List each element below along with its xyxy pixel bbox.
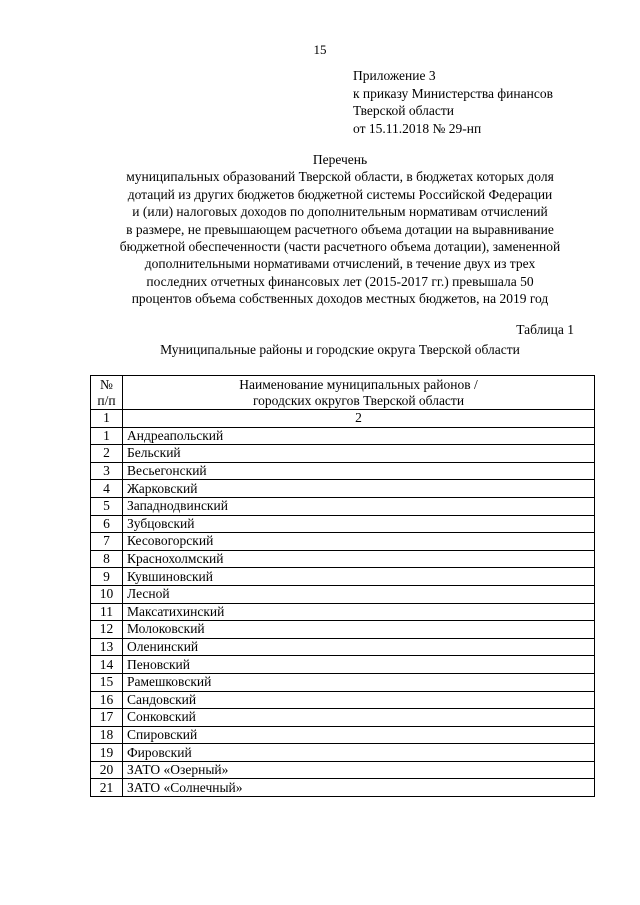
column-index-cell: 2 bbox=[123, 410, 595, 428]
row-name-cell: ЗАТО «Озерный» bbox=[123, 761, 595, 779]
document-heading bbox=[40, 151, 640, 308]
row-number-cell: 9 bbox=[91, 568, 123, 586]
heading-line: последних отчетных финансовых лет (2015-2017 гг.) превышала 50 bbox=[146, 273, 534, 289]
heading-line: муниципальных образований Тверской области, в бюджетах которых доля bbox=[126, 169, 554, 185]
heading-title: Перечень bbox=[312, 152, 368, 167]
row-number-cell: 8 bbox=[91, 550, 123, 568]
row-number-cell: 15 bbox=[91, 673, 123, 691]
column-index-row bbox=[91, 410, 595, 428]
row-number-cell: 17 bbox=[91, 709, 123, 727]
heading-line: дотаций из других бюджетов бюджетной системы Российской Федерации bbox=[127, 186, 553, 202]
row-number-cell: 1 bbox=[91, 427, 123, 445]
heading-line: и (или) налоговых доходов по дополнительным нормативам отчислений bbox=[132, 204, 548, 220]
row-number-cell: 19 bbox=[91, 744, 123, 762]
row-number-cell: 11 bbox=[91, 603, 123, 621]
row-name-cell: Сандовский bbox=[123, 691, 595, 709]
header-num-line1: № bbox=[100, 377, 113, 392]
header-num-cell bbox=[91, 376, 123, 410]
heading-line: процентов объема собственных доходов местных бюджетов, на 2019 год bbox=[131, 291, 549, 307]
row-name-cell: Фировский bbox=[123, 744, 595, 762]
header-name-line1: Наименование муниципальных районов / bbox=[239, 377, 478, 392]
row-name-cell: Бельский bbox=[123, 445, 595, 463]
row-number-cell: 18 bbox=[91, 726, 123, 744]
heading-line: дополнительными нормативами отчислений, в течение двух из трех bbox=[144, 256, 536, 272]
table-row bbox=[91, 497, 595, 515]
row-number-cell: 7 bbox=[91, 533, 123, 551]
row-name-cell: Сонковский bbox=[123, 709, 595, 727]
row-name-cell: Краснохолмский bbox=[123, 550, 595, 568]
table-row bbox=[91, 621, 595, 639]
table-row bbox=[91, 515, 595, 533]
row-name-cell: Лесной bbox=[123, 585, 595, 603]
row-number-cell: 13 bbox=[91, 638, 123, 656]
row-name-cell: Оленинский bbox=[123, 638, 595, 656]
table-row bbox=[91, 462, 595, 480]
table-row bbox=[91, 726, 595, 744]
heading-line: в размере, не превышающем расчетного объема дотации на выравнивание bbox=[126, 221, 554, 237]
row-name-cell: Весьегонский bbox=[123, 462, 595, 480]
row-number-cell: 14 bbox=[91, 656, 123, 674]
annex-block bbox=[353, 67, 553, 137]
row-number-cell: 3 bbox=[91, 462, 123, 480]
table-row bbox=[91, 550, 595, 568]
row-number-cell: 21 bbox=[91, 779, 123, 797]
table-row bbox=[91, 744, 595, 762]
table-row bbox=[91, 568, 595, 586]
row-name-cell: Пеновский bbox=[123, 656, 595, 674]
table-row bbox=[91, 480, 595, 498]
page-number: 15 bbox=[313, 42, 327, 57]
table-row bbox=[91, 673, 595, 691]
row-number-cell: 16 bbox=[91, 691, 123, 709]
row-number-cell: 12 bbox=[91, 621, 123, 639]
annex-line: Тверской области bbox=[353, 103, 454, 118]
row-name-cell: Рамешковский bbox=[123, 673, 595, 691]
annex-line: от 15.11.2018 № 29-нп bbox=[353, 120, 482, 136]
row-number-cell: 10 bbox=[91, 585, 123, 603]
row-name-cell: Жарковский bbox=[123, 480, 595, 498]
annex-line: Приложение 3 bbox=[353, 68, 436, 83]
row-number-cell: 4 bbox=[91, 480, 123, 498]
row-number-cell: 6 bbox=[91, 515, 123, 533]
heading-line: бюджетной обеспеченности (части расчетного объема дотации), замененной bbox=[119, 239, 561, 255]
table-row bbox=[91, 445, 595, 463]
row-name-cell: Андреапольский bbox=[123, 427, 595, 445]
row-name-cell: Кувшиновский bbox=[123, 568, 595, 586]
table-row bbox=[91, 585, 595, 603]
row-name-cell: Максатихинский bbox=[123, 603, 595, 621]
municipalities-table bbox=[90, 375, 595, 797]
table-header-row bbox=[91, 376, 595, 410]
table-row bbox=[91, 709, 595, 727]
header-name-cell bbox=[123, 376, 595, 410]
table-row bbox=[91, 761, 595, 779]
row-number-cell: 20 bbox=[91, 761, 123, 779]
column-index-cell: 1 bbox=[91, 410, 123, 428]
header-num-line2: п/п bbox=[97, 392, 116, 408]
table-row bbox=[91, 779, 595, 797]
table-row bbox=[91, 691, 595, 709]
row-name-cell: Зубцовский bbox=[123, 515, 595, 533]
table-row bbox=[91, 533, 595, 551]
row-name-cell: Западнодвинский bbox=[123, 497, 595, 515]
row-number-cell: 5 bbox=[91, 497, 123, 515]
header-name-line2: городских округов Тверской области bbox=[252, 392, 465, 408]
row-name-cell: ЗАТО «Солнечный» bbox=[123, 779, 595, 797]
row-number-cell: 2 bbox=[91, 445, 123, 463]
row-name-cell: Спировский bbox=[123, 726, 595, 744]
row-name-cell: Молоковский bbox=[123, 621, 595, 639]
row-name-cell: Кесовогорский bbox=[123, 533, 595, 551]
table-caption: Таблица 1 bbox=[516, 322, 574, 337]
table-subtitle: Муниципальные районы и городские округа Тверской области bbox=[160, 342, 520, 357]
table-row bbox=[91, 638, 595, 656]
table-row bbox=[91, 656, 595, 674]
table-row bbox=[91, 603, 595, 621]
table-row bbox=[91, 427, 595, 445]
annex-line: к приказу Министерства финансов bbox=[353, 85, 553, 101]
